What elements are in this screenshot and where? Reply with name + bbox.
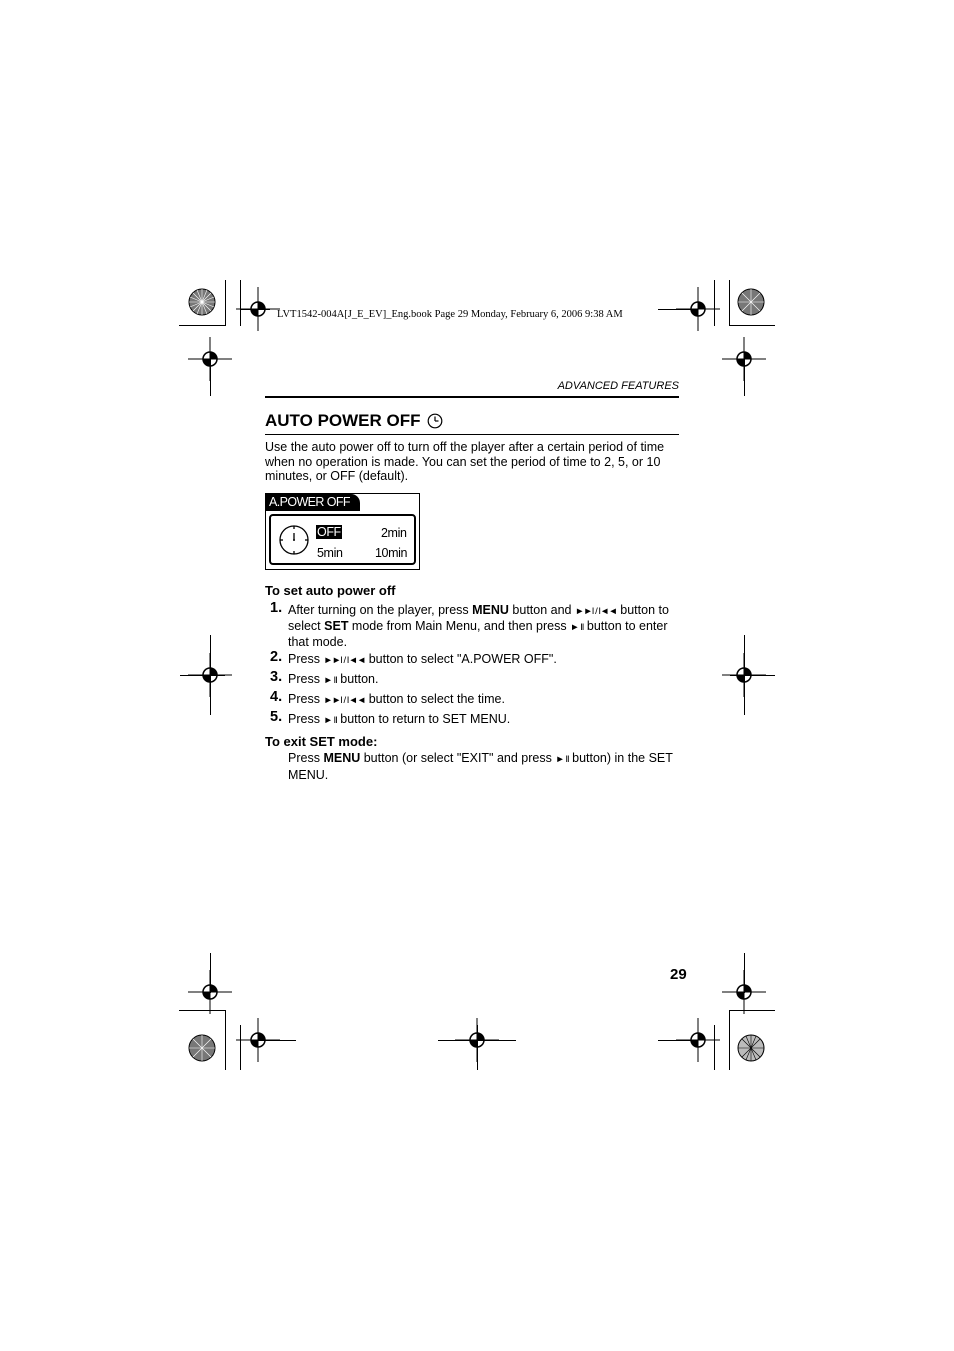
registration-disc-icon — [737, 1034, 765, 1062]
step-number: 2. — [270, 649, 283, 665]
book-print-info: LVT1542-004A[J_E_EV]_Eng.book Page 29 Monday, February 6, 2006 9:38 AM — [277, 309, 623, 320]
lcd-title: A.POWER OFF — [266, 494, 360, 511]
lcd-screen-illustration — [265, 493, 420, 570]
step-number: 3. — [270, 669, 283, 685]
step-number: 1. — [270, 600, 283, 616]
skip-buttons-icon: ►►I / I◄◄ — [574, 606, 617, 617]
header-rule — [265, 396, 679, 398]
step-text: Press ► II button to return to SET MENU. — [288, 712, 511, 726]
lcd-panel — [269, 514, 416, 565]
intro-paragraph: Use the auto power off to turn off the player after a certain period of time when no operation is made. You can set the period of time to 2, 5, or 10 minutes, or OFF (default). — [265, 440, 665, 483]
registration-disc-icon — [188, 1034, 216, 1062]
play-pause-icon: ► II — [323, 675, 337, 686]
page-title-text: AUTO POWER OFF — [265, 411, 421, 430]
page-number: 29 — [670, 966, 687, 983]
crosshair-icon — [236, 287, 280, 331]
lcd-option-off: OFF — [317, 525, 341, 539]
clock-icon — [427, 413, 443, 429]
play-pause-icon: ► II — [323, 715, 337, 726]
lcd-option-5min: 5min — [317, 546, 343, 560]
step-text: Press ► II button. — [288, 672, 379, 686]
crosshair-icon — [676, 287, 720, 331]
exit-paragraph: Press MENU button (or select "EXIT" and press ► II button) in the SET MENU. — [288, 751, 673, 782]
exit-heading: To exit SET mode: — [265, 734, 378, 749]
clock-icon — [278, 524, 310, 556]
page-title — [265, 411, 443, 431]
play-pause-icon: ► II — [570, 622, 584, 633]
lcd-option-10min: 10min — [375, 546, 408, 560]
step-text: Press ►►I / I◄◄ button to select "A.POWER OFF". — [288, 652, 557, 666]
step-text: Press ►►I / I◄◄ button to select the time. — [288, 692, 505, 706]
step-number: 5. — [270, 709, 283, 725]
registration-disc-icon — [188, 288, 216, 316]
registration-disc-icon — [737, 288, 765, 316]
skip-buttons-icon: ►►I / I◄◄ — [323, 655, 366, 666]
step-text: After turning on the player, press MENU button and ►►I / I◄◄ button to select SET mode from Main Menu, and then press ► II button to enter that mode. — [288, 603, 669, 649]
play-pause-icon: ► II — [555, 754, 569, 765]
title-rule — [265, 434, 679, 435]
section-header: ADVANCED FEATURES — [557, 380, 679, 392]
lcd-option-2min: 2min — [381, 526, 407, 540]
step-number: 4. — [270, 689, 283, 705]
set-heading: To set auto power off — [265, 583, 396, 598]
skip-buttons-icon: ►►I / I◄◄ — [323, 695, 366, 706]
